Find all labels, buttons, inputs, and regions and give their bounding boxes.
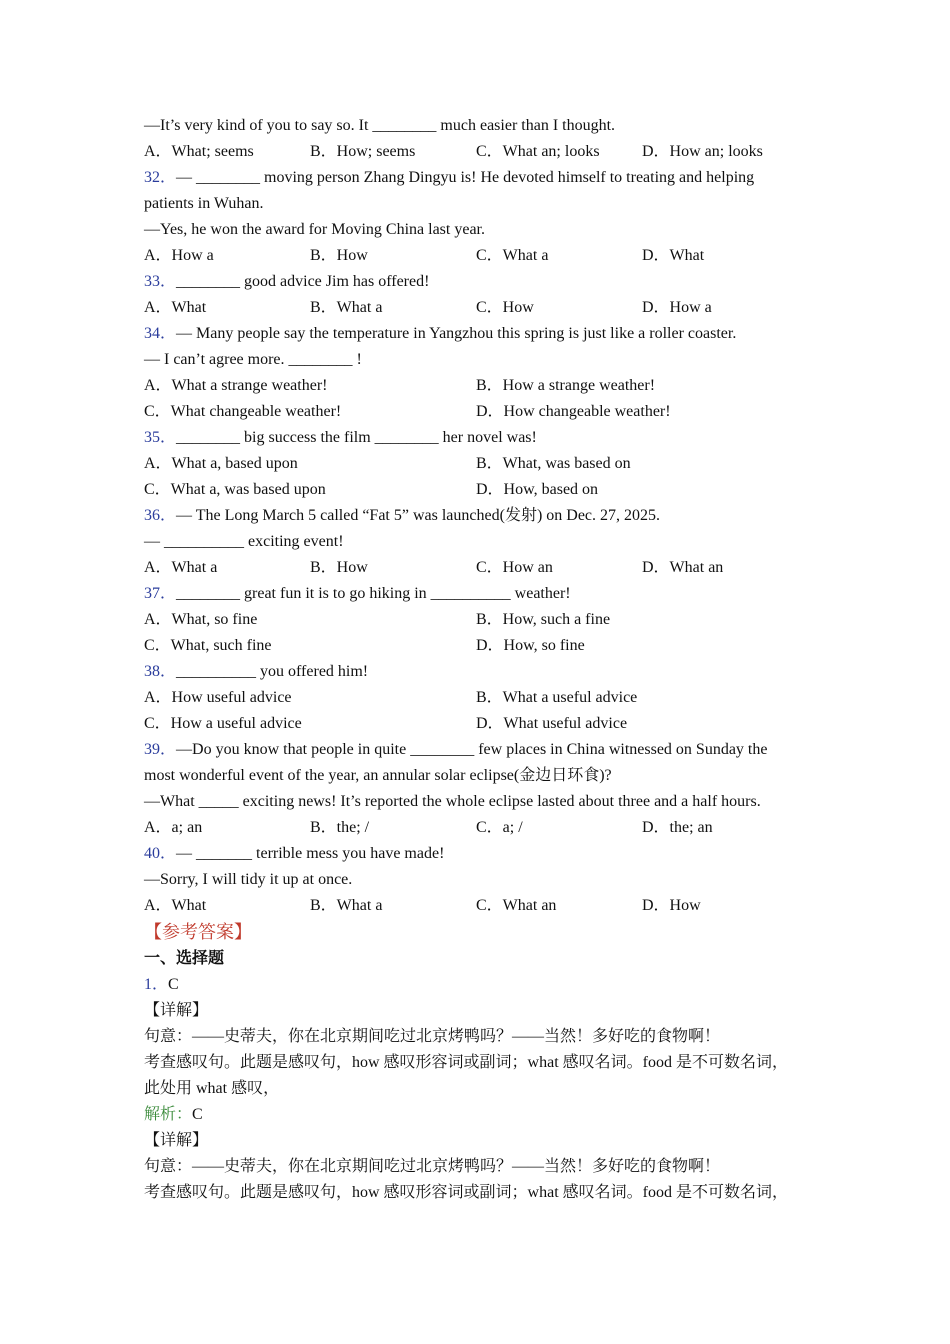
q34-option-b: B．How a strange weather!: [476, 377, 656, 394]
q36-option-a: A．What a: [144, 559, 218, 576]
q36-response: — __________ exciting event!: [144, 533, 344, 550]
q36-option-c: C．How an: [476, 559, 553, 576]
sentence-meaning-2: 句意：——史蒂夫，你在北京期间吃过北京烤鸭吗？——当然！多好吃的食物啊！: [144, 1158, 721, 1175]
explanation-line-2: 此处用 what 感叹，: [144, 1080, 280, 1097]
q33-options: [144, 295, 814, 321]
q38-option-c: C．How a useful advice: [144, 715, 302, 732]
q32-response: —Yes, he won the award for Moving China last year.: [144, 221, 485, 238]
q40-option-d: D．How: [642, 897, 701, 914]
q38-option-b: B．What a useful advice: [476, 689, 638, 706]
q31-option-b: B．How; seems: [310, 143, 416, 160]
q39-stem: 39．—Do you know that people in quite ________ few places in China witnessed on Sunday the: [144, 741, 768, 758]
q39-options: [144, 815, 814, 841]
q36-option-d: D．What an: [642, 559, 724, 576]
explanation-line-3: 考查感叹句。此题是感叹句，how 感叹形容词或副词；what 感叹名词。food 是不可数名词，: [144, 1184, 788, 1201]
q40-response: —Sorry, I will tidy it up at once.: [144, 871, 353, 888]
analysis-answer: C: [192, 1106, 203, 1123]
q32-stem-cont: patients in Wuhan.: [144, 195, 264, 212]
q38-option-d: D．What useful advice: [476, 715, 628, 732]
q39-option-a: A．a; an: [144, 819, 203, 836]
q31-option-d: D．How an; looks: [642, 143, 763, 160]
q36-options: [144, 555, 814, 581]
answer-item-1: [144, 972, 814, 998]
q38-number: 38．: [144, 663, 177, 680]
q36-stem: 36．— The Long March 5 called “Fat 5” was launched(发射) on Dec. 27, 2025.: [144, 507, 661, 524]
q35-option-a: A．What a, based upon: [144, 455, 298, 472]
q35-number: 35．: [144, 429, 177, 446]
q37-stem: 37．________ great fun it is to go hiking in __________ weather!: [144, 585, 571, 602]
answer-key-heading: 【参考答案】: [144, 922, 252, 942]
q40-options: [144, 893, 814, 919]
q39-response: —What _____ exciting news! It’s reported the whole eclipse lasted about three and a half hours.: [144, 793, 761, 810]
explanation-line-1: 考查感叹句。此题是感叹句，how 感叹形容词或副词；what 感叹名词。food 是不可数名词，: [144, 1054, 788, 1071]
q39-option-d: D．the; an: [642, 819, 713, 836]
q40-option-b: B．What a: [310, 897, 383, 914]
document-page: [144, 113, 814, 1206]
q37-option-b: B．How, such a fine: [476, 611, 611, 628]
q31-option-a: A．What; seems: [144, 143, 254, 160]
q33-number: 33．: [144, 273, 177, 290]
q34-option-a: A．What a strange weather!: [144, 377, 328, 394]
section-title: 一、选择题: [144, 950, 225, 967]
q34-options-cd: [144, 399, 814, 425]
q39-option-b: B．the; /: [310, 819, 370, 836]
q31-option-c: C．What an; looks: [476, 143, 600, 160]
q38-options-ab: [144, 685, 814, 711]
answer-item-number: 1．: [144, 976, 169, 993]
q36-option-b: B．How: [310, 559, 368, 576]
q34-option-d: D．How changeable weather!: [476, 403, 671, 420]
detail-label-2: 【详解】: [144, 1132, 209, 1149]
q32-option-a: A．How a: [144, 247, 214, 264]
q37-number: 37．: [144, 585, 177, 602]
detail-label: 【详解】: [144, 1002, 209, 1019]
q34-number: 34．: [144, 325, 177, 342]
q34-options-ab: [144, 373, 814, 399]
q40-option-c: C．What an: [476, 897, 557, 914]
q37-options-cd: [144, 633, 814, 659]
q39-option-c: C．a; /: [476, 819, 523, 836]
q33-option-d: D．How a: [642, 299, 712, 316]
q39-stem-cont: most wonderful event of the year, an annular solar eclipse(金边日环食)?: [144, 767, 612, 784]
q35-option-b: B．What, was based on: [476, 455, 631, 472]
q32-options: [144, 243, 814, 269]
answer-item-value: C: [168, 976, 179, 993]
q35-option-d: D．How, based on: [476, 481, 599, 498]
q32-option-c: C．What a: [476, 247, 549, 264]
q32-option-d: D．What: [642, 247, 705, 264]
q37-option-a: A．What, so fine: [144, 611, 258, 628]
q32-number: 32．: [144, 169, 177, 186]
q34-stem: 34．— Many people say the temperature in Yangzhou this spring is just like a roller coaster.: [144, 325, 737, 342]
analysis-label: 解析：: [144, 1106, 193, 1123]
q36-number: 36．: [144, 507, 177, 524]
q37-options-ab: [144, 607, 814, 633]
q31-response-line: —It’s very kind of you to say so. It ________ much easier than I thought.: [144, 117, 616, 134]
q40-number: 40．: [144, 845, 177, 862]
q38-options-cd: [144, 711, 814, 737]
q38-option-a: A．How useful advice: [144, 689, 292, 706]
q35-options-cd: [144, 477, 814, 503]
q35-option-c: C．What a, was based upon: [144, 481, 326, 498]
q35-options-ab: [144, 451, 814, 477]
q40-option-a: A．What: [144, 897, 207, 914]
q33-stem: 33．________ good advice Jim has offered!: [144, 273, 430, 290]
q37-option-d: D．How, so fine: [476, 637, 585, 654]
q37-option-c: C．What, such fine: [144, 637, 272, 654]
q31-options: [144, 139, 814, 165]
q34-option-c: C．What changeable weather!: [144, 403, 342, 420]
q33-option-c: C．How: [476, 299, 534, 316]
q33-option-b: B．What a: [310, 299, 383, 316]
q32-option-b: B．How: [310, 247, 368, 264]
q33-option-a: A．What: [144, 299, 207, 316]
q35-stem: 35．________ big success the film ________ her novel was!: [144, 429, 537, 446]
q40-stem: 40．— _______ terrible mess you have made!: [144, 845, 445, 862]
q38-stem: 38．__________ you offered him!: [144, 663, 369, 680]
analysis-line: [144, 1102, 814, 1128]
q39-number: 39．: [144, 741, 177, 758]
q32-stem: 32．— ________ moving person Zhang Dingyu is! He devoted himself to treating and helping: [144, 169, 755, 186]
q34-response: — I can’t agree more. ________ !: [144, 351, 362, 368]
sentence-meaning: 句意：——史蒂夫，你在北京期间吃过北京烤鸭吗？——当然！多好吃的食物啊！: [144, 1028, 721, 1045]
